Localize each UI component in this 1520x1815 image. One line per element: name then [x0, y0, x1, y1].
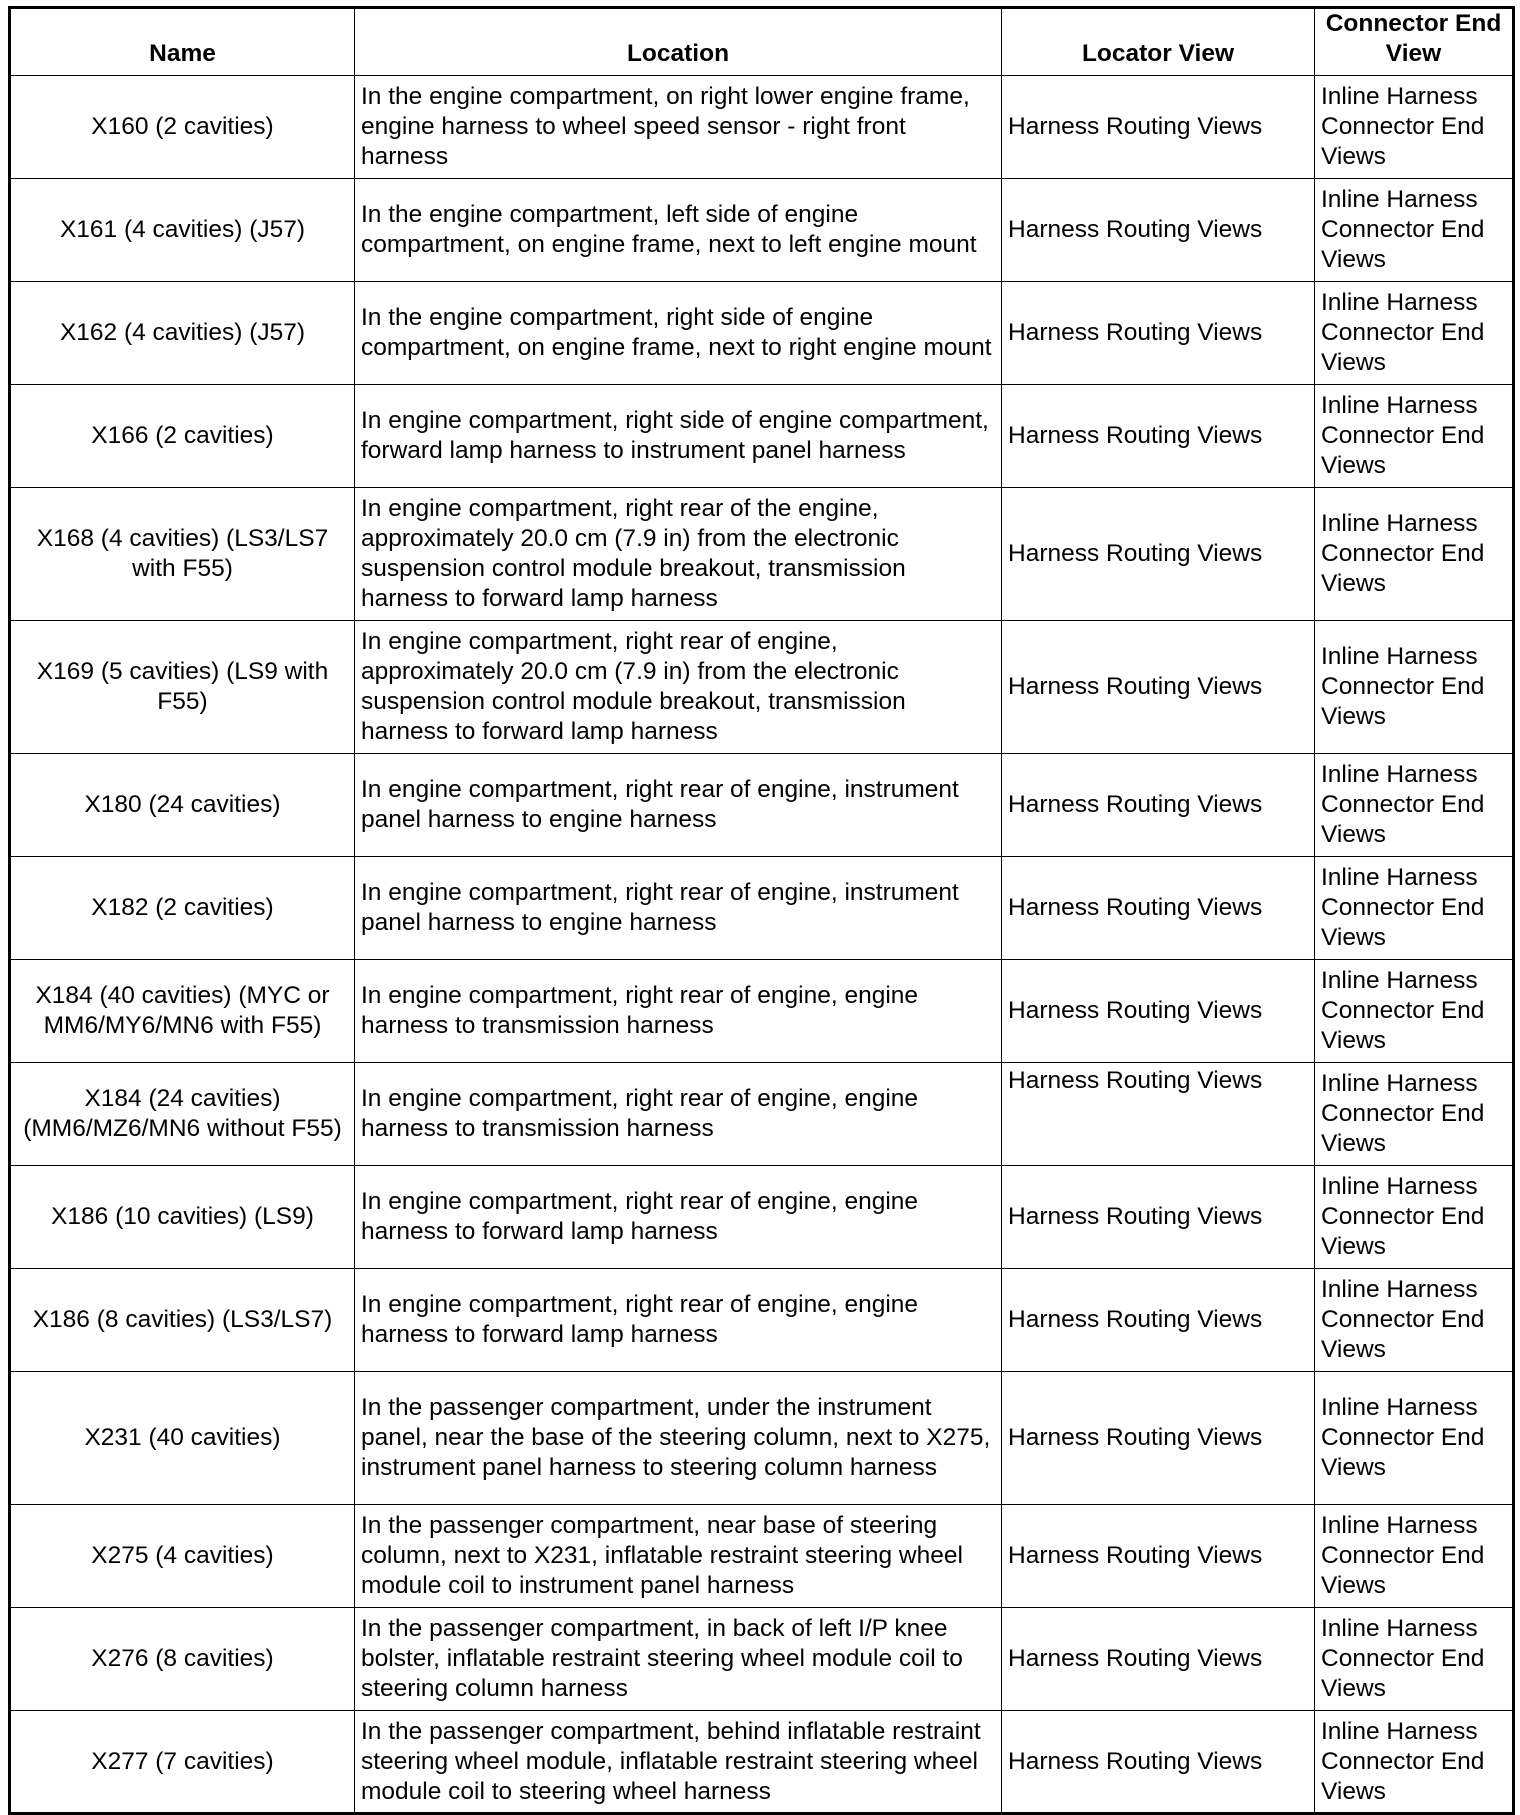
table-row	[10, 960, 1514, 1063]
table-row	[10, 857, 1514, 960]
connector-name-cell: X184 (24 cavities) (MM6/MZ6/MN6 without F55)	[10, 1063, 355, 1166]
location-cell: In the passenger compartment, in back of left I/P knee bolster, inflatable restraint steering wheel module coil to steering column harness	[355, 1608, 1002, 1711]
table-row	[10, 76, 1514, 179]
connector-name-cell: X186 (8 cavities) (LS3/LS7)	[10, 1269, 355, 1372]
connector-end-view-cell: Inline Harness Connector End Views	[1315, 1269, 1514, 1372]
connector-end-view-cell: Inline Harness Connector End Views	[1315, 1063, 1514, 1166]
table-row	[10, 1711, 1514, 1814]
location-cell: In engine compartment, right rear of engine, engine harness to forward lamp harness	[355, 1269, 1002, 1372]
connector-end-view-cell: Inline Harness Connector End Views	[1315, 1166, 1514, 1269]
location-cell: In engine compartment, right rear of the engine, approximately 20.0 cm (7.9 in) from the electronic suspension control module breakout, transmission harness to forward lamp harness	[355, 488, 1002, 621]
location-cell: In the engine compartment, on right lower engine frame, engine harness to wheel speed sensor - right front harness	[355, 76, 1002, 179]
header-connector-end-view: Connector End View	[1315, 8, 1514, 76]
connector-name-cell: X168 (4 cavities) (LS3/LS7 with F55)	[10, 488, 355, 621]
locator-view-cell: Harness Routing Views	[1002, 1063, 1315, 1166]
table-row	[10, 1269, 1514, 1372]
location-cell: In the engine compartment, left side of engine compartment, on engine frame, next to left engine mount	[355, 179, 1002, 282]
connector-end-view-cell: Inline Harness Connector End Views	[1315, 754, 1514, 857]
locator-view-cell: Harness Routing Views	[1002, 754, 1315, 857]
location-cell: In engine compartment, right rear of engine, instrument panel harness to engine harness	[355, 754, 1002, 857]
connector-name-cell: X161 (4 cavities) (J57)	[10, 179, 355, 282]
locator-view-cell: Harness Routing Views	[1002, 385, 1315, 488]
table-header-row	[10, 8, 1514, 76]
connector-name-cell: X184 (40 cavities) (MYC or MM6/MY6/MN6 with F55)	[10, 960, 355, 1063]
connector-end-view-cell: Inline Harness Connector End Views	[1315, 1372, 1514, 1505]
connector-end-view-cell: Inline Harness Connector End Views	[1315, 857, 1514, 960]
table-row	[10, 621, 1514, 754]
location-cell: In engine compartment, right rear of engine, engine harness to transmission harness	[355, 1063, 1002, 1166]
connector-end-view-cell: Inline Harness Connector End Views	[1315, 1608, 1514, 1711]
locator-view-cell: Harness Routing Views	[1002, 1505, 1315, 1608]
header-name: Name	[10, 8, 355, 76]
header-locator-view: Locator View	[1002, 8, 1315, 76]
connector-end-view-cell: Inline Harness Connector End Views	[1315, 179, 1514, 282]
locator-view-cell: Harness Routing Views	[1002, 621, 1315, 754]
table-row	[10, 488, 1514, 621]
connector-end-view-cell: Inline Harness Connector End Views	[1315, 282, 1514, 385]
connector-name-cell: X231 (40 cavities)	[10, 1372, 355, 1505]
location-cell: In the passenger compartment, near base of steering column, next to X231, inflatable restraint steering wheel module coil to instrument panel harness	[355, 1505, 1002, 1608]
connector-name-cell: X186 (10 cavities) (LS9)	[10, 1166, 355, 1269]
locator-view-cell: Harness Routing Views	[1002, 1269, 1315, 1372]
connector-name-cell: X180 (24 cavities)	[10, 754, 355, 857]
connector-name-cell: X169 (5 cavities) (LS9 with F55)	[10, 621, 355, 754]
location-cell: In the passenger compartment, under the instrument panel, near the base of the steering column, next to X275, instrument panel harness to steering column harness	[355, 1372, 1002, 1505]
connector-end-view-cell: Inline Harness Connector End Views	[1315, 76, 1514, 179]
table-row	[10, 282, 1514, 385]
location-cell: In engine compartment, right rear of engine, approximately 20.0 cm (7.9 in) from the electronic suspension control module breakout, transmission harness to forward lamp harness	[355, 621, 1002, 754]
connector-end-view-cell: Inline Harness Connector End Views	[1315, 1505, 1514, 1608]
connector-name-cell: X276 (8 cavities)	[10, 1608, 355, 1711]
locator-view-cell: Harness Routing Views	[1002, 1166, 1315, 1269]
connector-end-view-cell: Inline Harness Connector End Views	[1315, 488, 1514, 621]
locator-view-cell: Harness Routing Views	[1002, 179, 1315, 282]
locator-view-cell: Harness Routing Views	[1002, 1372, 1315, 1505]
location-cell: In the engine compartment, right side of engine compartment, on engine frame, next to right engine mount	[355, 282, 1002, 385]
locator-view-cell: Harness Routing Views	[1002, 960, 1315, 1063]
locator-view-cell: Harness Routing Views	[1002, 76, 1315, 179]
connector-name-cell: X166 (2 cavities)	[10, 385, 355, 488]
connector-end-view-cell: Inline Harness Connector End Views	[1315, 1711, 1514, 1814]
locator-view-cell: Harness Routing Views	[1002, 857, 1315, 960]
connector-name-cell: X160 (2 cavities)	[10, 76, 355, 179]
connector-end-view-cell: Inline Harness Connector End Views	[1315, 960, 1514, 1063]
table-row	[10, 385, 1514, 488]
table-row	[10, 1063, 1514, 1166]
table-row	[10, 179, 1514, 282]
locator-view-cell: Harness Routing Views	[1002, 488, 1315, 621]
location-cell: In engine compartment, right rear of engine, engine harness to forward lamp harness	[355, 1166, 1002, 1269]
table-row	[10, 1608, 1514, 1711]
locator-view-cell: Harness Routing Views	[1002, 1608, 1315, 1711]
location-cell: In engine compartment, right side of engine compartment, forward lamp harness to instrument panel harness	[355, 385, 1002, 488]
locator-view-cell: Harness Routing Views	[1002, 1711, 1315, 1814]
connector-name-cell: X162 (4 cavities) (J57)	[10, 282, 355, 385]
connector-location-table	[8, 6, 1515, 1815]
table-row	[10, 1372, 1514, 1505]
connector-name-cell: X275 (4 cavities)	[10, 1505, 355, 1608]
table-row	[10, 1505, 1514, 1608]
connector-name-cell: X277 (7 cavities)	[10, 1711, 355, 1814]
table-row	[10, 754, 1514, 857]
locator-view-cell: Harness Routing Views	[1002, 282, 1315, 385]
connector-end-view-cell: Inline Harness Connector End Views	[1315, 385, 1514, 488]
table-body	[10, 76, 1514, 1814]
header-location: Location	[355, 8, 1002, 76]
connector-table-sheet	[8, 6, 1512, 1815]
location-cell: In engine compartment, right rear of engine, engine harness to transmission harness	[355, 960, 1002, 1063]
location-cell: In the passenger compartment, behind inflatable restraint steering wheel module, inflatable restraint steering wheel module coil to steering wheel harness	[355, 1711, 1002, 1814]
connector-name-cell: X182 (2 cavities)	[10, 857, 355, 960]
table-row	[10, 1166, 1514, 1269]
location-cell: In engine compartment, right rear of engine, instrument panel harness to engine harness	[355, 857, 1002, 960]
connector-end-view-cell: Inline Harness Connector End Views	[1315, 621, 1514, 754]
